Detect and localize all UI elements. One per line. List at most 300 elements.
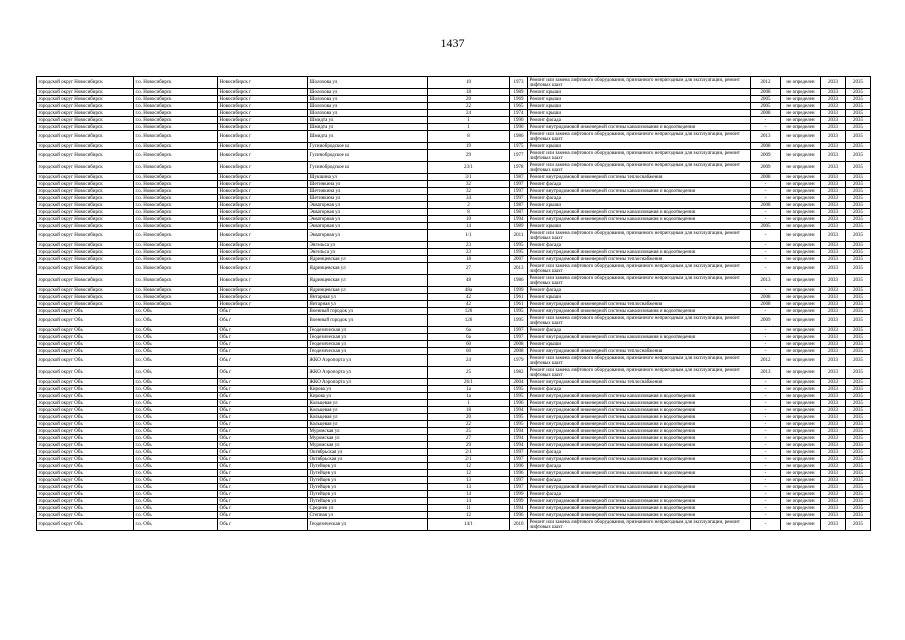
cell-street: Шмидта ул <box>308 131 428 143</box>
cell-settlement: Обь г <box>218 407 308 414</box>
cell-work-type: Ремонт внутридомовой инженерной системы теплоснабжения <box>528 348 751 355</box>
cell-settlement: Новосибирск г <box>218 143 308 150</box>
cell-municipality-short: г.о. Обь <box>134 498 218 505</box>
cell-work-type: Ремонт крыши <box>528 341 751 348</box>
cell-settlement: Обь г <box>218 341 308 348</box>
table-row <box>37 263 871 275</box>
cell-last-repair-year: - <box>751 379 781 386</box>
cell-municipality: городской округ Новосибирск <box>37 181 134 188</box>
cell-house-number: 10 <box>428 77 510 89</box>
cell-municipality: городской округ Новосибирск <box>37 216 134 223</box>
cell-last-repair-year: - <box>751 456 781 463</box>
cell-municipality: городской округ Обь <box>37 407 134 414</box>
cell-last-repair-year: - <box>751 512 781 519</box>
cell-municipality-short: г.о. Новосибирск <box>134 242 218 249</box>
cell-municipality: городской округ Новосибирск <box>37 294 134 301</box>
cell-house-number: 126 <box>428 308 510 315</box>
table-row <box>37 110 871 117</box>
cell-settlement: Обь г <box>218 355 308 367</box>
cell-last-repair-year: - <box>751 491 781 498</box>
cell-house-number: 13 <box>428 477 510 484</box>
cell-work-type: Ремонт внутридомовой инженерной системы канализования и водоотведения <box>528 498 751 505</box>
cell-plan-end-year: 2035 <box>846 491 871 498</box>
cell-settlement: Обь г <box>218 400 308 407</box>
cell-municipality: городской округ Новосибирск <box>37 209 134 216</box>
cell-municipality-short: г.о. Обь <box>134 519 218 531</box>
cell-last-repair-year: - <box>751 249 781 256</box>
cell-plan-end-year: 2035 <box>846 484 871 491</box>
cell-work-type: Ремонт фасада <box>528 195 751 202</box>
table-row <box>37 379 871 386</box>
cell-settlement: Обь г <box>218 393 308 400</box>
cell-street: Путейцев ул <box>308 498 428 505</box>
cell-plan-start-year: 2033 <box>821 181 846 188</box>
table-row <box>37 301 871 308</box>
cell-build-year: 1965 <box>510 103 528 110</box>
cell-settlement: Новосибирск г <box>218 110 308 117</box>
cell-plan-start-year: 2033 <box>821 209 846 216</box>
cell-build-year: 1995 <box>510 386 528 393</box>
cell-work-type: Ремонт крыши <box>528 294 751 301</box>
cell-municipality-short: г.о. Обь <box>134 463 218 470</box>
cell-municipality: городской округ Обь <box>37 519 134 531</box>
cell-house-number: 8 <box>428 131 510 143</box>
cell-municipality: городской округ Новосибирск <box>37 202 134 209</box>
cell-build-year: 1995 <box>510 242 528 249</box>
cell-municipality-short: г.о. Обь <box>134 334 218 341</box>
cell-plan-start-year: 2033 <box>821 400 846 407</box>
cell-plan-start-year: 2033 <box>821 341 846 348</box>
cell-street: Шолохова ул <box>308 77 428 89</box>
cell-plan-start-year: 2033 <box>821 463 846 470</box>
cell-work-type: Ремонт внутридомовой инженерной системы канализования и водоотведения <box>528 456 751 463</box>
cell-plan-start-year: 2033 <box>821 386 846 393</box>
cell-plan-end-year: 2035 <box>846 428 871 435</box>
cell-municipality: городской округ Обь <box>37 435 134 442</box>
cell-municipality: городской округ Обь <box>37 456 134 463</box>
cell-settlement: Обь г <box>218 414 308 421</box>
cell-street: ЖКО Аэропорта ул <box>308 355 428 367</box>
cell-build-year: 1995 <box>510 249 528 256</box>
cell-municipality-short: г.о. Обь <box>134 386 218 393</box>
cell-settlement: Новосибирск г <box>218 301 308 308</box>
table-row <box>37 117 871 124</box>
cell-status: не определен <box>781 512 821 519</box>
cell-settlement: Обь г <box>218 477 308 484</box>
cell-last-repair-year: - <box>751 470 781 477</box>
cell-last-repair-year: 2008 <box>751 301 781 308</box>
cell-street: Шолохова ул <box>308 110 428 117</box>
cell-municipality-short: г.о. Обь <box>134 470 218 477</box>
cell-settlement: Обь г <box>218 470 308 477</box>
cell-status: не определен <box>781 442 821 449</box>
cell-settlement: Новосибирск г <box>218 275 308 287</box>
cell-settlement: Новосибирск г <box>218 256 308 263</box>
cell-settlement: Обь г <box>218 435 308 442</box>
cell-plan-end-year: 2035 <box>846 414 871 421</box>
table-row <box>37 491 871 498</box>
cell-status: не определен <box>781 89 821 96</box>
cell-municipality: городской округ Обь <box>37 414 134 421</box>
cell-municipality-short: г.о. Новосибирск <box>134 174 218 181</box>
cell-build-year: 1999 <box>510 498 528 505</box>
cell-plan-start-year: 2033 <box>821 287 846 294</box>
cell-work-type: Ремонт или замена лифтового оборудования, признанного непригодным для эксплуатации, ремонт лифтовых шахт <box>528 162 751 174</box>
cell-plan-end-year: 2035 <box>846 421 871 428</box>
cell-build-year: 1995 <box>510 393 528 400</box>
cell-work-type: Ремонт внутридомовой инженерной системы канализования и водоотведения <box>528 249 751 256</box>
table-row <box>37 512 871 519</box>
cell-plan-start-year: 2033 <box>821 477 846 484</box>
cell-work-type: Ремонт внутридомовой инженерной системы теплоснабжения <box>528 174 751 181</box>
cell-municipality-short: г.о. Новосибирск <box>134 110 218 117</box>
cell-settlement: Обь г <box>218 386 308 393</box>
cell-house-number: 12 <box>428 470 510 477</box>
cell-plan-end-year: 2035 <box>846 477 871 484</box>
cell-status: не определен <box>781 287 821 294</box>
cell-street: Путейцев ул <box>308 470 428 477</box>
cell-plan-start-year: 2033 <box>821 498 846 505</box>
cell-street: Янтарная ул <box>308 294 428 301</box>
cell-status: не определен <box>781 223 821 230</box>
cell-municipality: городской округ Обь <box>37 348 134 355</box>
cell-house-number: 48 <box>428 275 510 287</box>
cell-settlement: Новосибирск г <box>218 124 308 131</box>
cell-settlement: Новосибирск г <box>218 103 308 110</box>
cell-plan-end-year: 2035 <box>846 407 871 414</box>
cell-work-type: Ремонт внутридомовой инженерной системы канализования и водоотведения <box>528 484 751 491</box>
cell-plan-end-year: 2035 <box>846 355 871 367</box>
cell-plan-start-year: 2033 <box>821 150 846 162</box>
cell-house-number: 42 <box>428 301 510 308</box>
cell-work-type: Ремонт фасада <box>528 242 751 249</box>
cell-build-year: 2008 <box>510 348 528 355</box>
cell-last-repair-year: - <box>751 407 781 414</box>
cell-build-year: 1997 <box>510 195 528 202</box>
cell-house-number: 23 <box>428 249 510 256</box>
cell-plan-end-year: 2035 <box>846 456 871 463</box>
cell-status: не определен <box>781 230 821 242</box>
table-row <box>37 400 871 407</box>
cell-status: не определен <box>781 174 821 181</box>
cell-municipality: городской округ Новосибирск <box>37 263 134 275</box>
cell-plan-end-year: 2035 <box>846 181 871 188</box>
cell-street: Шолохова ул <box>308 103 428 110</box>
cell-work-type: Ремонт фасада <box>528 181 751 188</box>
cell-municipality: городской округ Обь <box>37 386 134 393</box>
cell-municipality-short: г.о. Новосибирск <box>134 275 218 287</box>
cell-status: не определен <box>781 463 821 470</box>
cell-settlement: Новосибирск г <box>218 249 308 256</box>
table-row <box>37 162 871 174</box>
cell-street: Шетинкина ул <box>308 181 428 188</box>
cell-build-year: 1996 <box>510 470 528 477</box>
cell-house-number: 60 <box>428 341 510 348</box>
cell-street: Шолохова ул <box>308 96 428 103</box>
table-body <box>37 77 871 531</box>
cell-plan-start-year: 2033 <box>821 117 846 124</box>
cell-settlement: Обь г <box>218 484 308 491</box>
cell-build-year: 2013 <box>510 263 528 275</box>
table-row <box>37 216 871 223</box>
cell-build-year: 1969 <box>510 96 528 103</box>
cell-last-repair-year: - <box>751 348 781 355</box>
cell-plan-end-year: 2035 <box>846 209 871 216</box>
cell-build-year: 1995 <box>510 308 528 315</box>
cell-build-year: 1986 <box>510 131 528 143</box>
cell-work-type: Ремонт или замена лифтового оборудования, признанного непригодным для эксплуатации, ремонт лифтовых шахт <box>528 263 751 275</box>
cell-plan-start-year: 2033 <box>821 256 846 263</box>
table-row <box>37 188 871 195</box>
cell-plan-end-year: 2035 <box>846 294 871 301</box>
cell-municipality: городской округ Обь <box>37 400 134 407</box>
cell-build-year: 1995 <box>510 315 528 327</box>
cell-last-repair-year: - <box>751 442 781 449</box>
cell-work-type: Ремонт фасада <box>528 463 751 470</box>
cell-last-repair-year: 2005 <box>751 103 781 110</box>
cell-municipality-short: г.о. Обь <box>134 348 218 355</box>
cell-municipality-short: г.о. Новосибирск <box>134 89 218 96</box>
cell-last-repair-year: - <box>751 449 781 456</box>
cell-street: Военный городок ул <box>308 315 428 327</box>
cell-plan-start-year: 2033 <box>821 301 846 308</box>
table-row <box>37 477 871 484</box>
cell-build-year: 1996 <box>510 400 528 407</box>
cell-plan-start-year: 2033 <box>821 456 846 463</box>
cell-plan-end-year: 2035 <box>846 301 871 308</box>
cell-house-number: 22 <box>428 421 510 428</box>
cell-build-year: 1997 <box>510 181 528 188</box>
cell-status: не определен <box>781 301 821 308</box>
cell-plan-end-year: 2035 <box>846 386 871 393</box>
cell-settlement: Новосибирск г <box>218 89 308 96</box>
cell-status: не определен <box>781 341 821 348</box>
cell-plan-start-year: 2033 <box>821 505 846 512</box>
cell-municipality-short: г.о. Обь <box>134 512 218 519</box>
cell-settlement: Обь г <box>218 315 308 327</box>
cell-build-year: 1979 <box>510 355 528 367</box>
cell-plan-end-year: 2035 <box>846 249 871 256</box>
cell-last-repair-year: - <box>751 400 781 407</box>
cell-municipality: городской округ Обь <box>37 498 134 505</box>
cell-plan-start-year: 2033 <box>821 242 846 249</box>
cell-last-repair-year: - <box>751 484 781 491</box>
cell-status: не определен <box>781 188 821 195</box>
cell-build-year: 1995 <box>510 421 528 428</box>
cell-street: Путейцев ул <box>308 477 428 484</box>
cell-plan-end-year: 2035 <box>846 498 871 505</box>
cell-house-number: 8 <box>428 209 510 216</box>
cell-plan-start-year: 2033 <box>821 103 846 110</box>
cell-status: не определен <box>781 379 821 386</box>
cell-street: Шмидта ул <box>308 124 428 131</box>
cell-plan-end-year: 2035 <box>846 256 871 263</box>
cell-status: не определен <box>781 103 821 110</box>
cell-plan-start-year: 2033 <box>821 414 846 421</box>
cell-plan-end-year: 2035 <box>846 89 871 96</box>
cell-plan-start-year: 2033 <box>821 407 846 414</box>
cell-settlement: Новосибирск г <box>218 242 308 249</box>
cell-street: Шукшина ул <box>308 174 428 181</box>
cell-status: не определен <box>781 435 821 442</box>
cell-house-number: 60 <box>428 348 510 355</box>
cell-work-type: Ремонт крыши <box>528 103 751 110</box>
cell-work-type: Ремонт внутридомовой инженерной системы канализования и водоотведения <box>528 505 751 512</box>
cell-settlement: Новосибирск г <box>218 263 308 275</box>
cell-build-year: 1997 <box>510 477 528 484</box>
cell-status: не определен <box>781 131 821 143</box>
cell-municipality: городской округ Новосибирск <box>37 287 134 294</box>
cell-municipality-short: г.о. Обь <box>134 400 218 407</box>
cell-build-year: 1994 <box>510 435 528 442</box>
cell-plan-end-year: 2035 <box>846 348 871 355</box>
cell-last-repair-year: 2012 <box>751 77 781 89</box>
cell-street: Ядринцевская ул <box>308 263 428 275</box>
cell-last-repair-year: - <box>751 505 781 512</box>
cell-plan-end-year: 2035 <box>846 131 871 143</box>
cell-last-repair-year: - <box>751 386 781 393</box>
cell-settlement: Обь г <box>218 519 308 531</box>
cell-last-repair-year: 2008 <box>751 294 781 301</box>
cell-status: не определен <box>781 428 821 435</box>
cell-municipality-short: г.о. Обь <box>134 456 218 463</box>
cell-last-repair-year: 2013 <box>751 275 781 287</box>
cell-municipality: городской округ Новосибирск <box>37 275 134 287</box>
cell-plan-start-year: 2033 <box>821 96 846 103</box>
cell-status: не определен <box>781 294 821 301</box>
cell-last-repair-year: - <box>751 435 781 442</box>
cell-municipality-short: г.о. Новосибирск <box>134 230 218 242</box>
cell-plan-start-year: 2033 <box>821 428 846 435</box>
cell-build-year: 1997 <box>510 456 528 463</box>
cell-house-number: 1а <box>428 393 510 400</box>
cell-municipality: городской округ Новосибирск <box>37 117 134 124</box>
cell-municipality-short: г.о. Обь <box>134 449 218 456</box>
cell-street: Среднея ул <box>308 505 428 512</box>
cell-status: не определен <box>781 498 821 505</box>
cell-last-repair-year: - <box>751 230 781 242</box>
cell-municipality-short: г.о. Новосибирск <box>134 124 218 131</box>
table-row <box>37 435 871 442</box>
cell-last-repair-year: - <box>751 124 781 131</box>
cell-plan-end-year: 2035 <box>846 327 871 334</box>
cell-plan-start-year: 2033 <box>821 223 846 230</box>
cell-street: Путейцев ул <box>308 463 428 470</box>
table-row <box>37 124 871 131</box>
cell-settlement: Новосибирск г <box>218 188 308 195</box>
cell-municipality: городской округ Обь <box>37 463 134 470</box>
cell-plan-end-year: 2035 <box>846 117 871 124</box>
cell-street: Гусинобродское ш <box>308 150 428 162</box>
cell-work-type: Ремонт внутридомовой инженерной системы канализования и водоотведения <box>528 407 751 414</box>
cell-status: не определен <box>781 242 821 249</box>
cell-status: не определен <box>781 393 821 400</box>
cell-last-repair-year: 2012 <box>751 355 781 367</box>
cell-plan-start-year: 2033 <box>821 393 846 400</box>
cell-house-number: 24 <box>428 110 510 117</box>
cell-last-repair-year: - <box>751 308 781 315</box>
cell-street: ЖКО Аэропорта ул <box>308 367 428 379</box>
cell-work-type: Ремонт внутридомовой инженерной системы канализования и водоотведения <box>528 393 751 400</box>
cell-build-year: 1990 <box>510 117 528 124</box>
cell-settlement: Обь г <box>218 334 308 341</box>
cell-settlement: Обь г <box>218 308 308 315</box>
cell-house-number: 10 <box>428 216 510 223</box>
cell-house-number: 18 <box>428 407 510 414</box>
cell-last-repair-year: - <box>751 256 781 263</box>
cell-build-year: 1990 <box>510 124 528 131</box>
cell-work-type: Ремонт или замена лифтового оборудования, признанного непригодным для эксплуатации, ремонт лифтовых шахт <box>528 150 751 162</box>
cell-build-year: 1997 <box>510 449 528 456</box>
cell-street: Шолохова ул <box>308 89 428 96</box>
cell-settlement: Новосибирск г <box>218 150 308 162</box>
cell-settlement: Новосибирск г <box>218 174 308 181</box>
cell-build-year: 1994 <box>510 505 528 512</box>
cell-work-type: Ремонт внутридомовой инженерной системы канализования и водоотведения <box>528 308 751 315</box>
cell-build-year: 1989 <box>510 223 528 230</box>
cell-plan-end-year: 2035 <box>846 143 871 150</box>
cell-settlement: Новосибирск г <box>218 209 308 216</box>
cell-plan-start-year: 2033 <box>821 162 846 174</box>
cell-plan-start-year: 2033 <box>821 294 846 301</box>
cell-municipality-short: г.о. Новосибирск <box>134 162 218 174</box>
cell-municipality-short: г.о. Новосибирск <box>134 188 218 195</box>
cell-build-year: 2007 <box>510 256 528 263</box>
table-row <box>37 89 871 96</box>
cell-municipality-short: г.о. Обь <box>134 505 218 512</box>
cell-plan-start-year: 2033 <box>821 421 846 428</box>
cell-house-number: 19 <box>428 143 510 150</box>
cell-municipality: городской округ Обь <box>37 428 134 435</box>
cell-status: не определен <box>781 470 821 477</box>
cell-settlement: Новосибирск г <box>218 181 308 188</box>
cell-municipality: городской округ Новосибирск <box>37 256 134 263</box>
table-row <box>37 256 871 263</box>
cell-house-number: 1 <box>428 400 510 407</box>
cell-house-number: 25 <box>428 367 510 379</box>
cell-status: не определен <box>781 505 821 512</box>
table-row <box>37 327 871 334</box>
cell-settlement: Новосибирск г <box>218 117 308 124</box>
cell-last-repair-year: 2013 <box>751 131 781 143</box>
cell-plan-start-year: 2033 <box>821 327 846 334</box>
cell-last-repair-year: - <box>751 477 781 484</box>
cell-municipality: городской округ Новосибирск <box>37 195 134 202</box>
cell-status: не определен <box>781 421 821 428</box>
cell-municipality-short: г.о. Новосибирск <box>134 143 218 150</box>
cell-plan-start-year: 2033 <box>821 216 846 223</box>
cell-house-number: 3/1 <box>428 174 510 181</box>
cell-municipality-short: г.о. Новосибирск <box>134 294 218 301</box>
cell-house-number: 29 <box>428 150 510 162</box>
cell-plan-end-year: 2035 <box>846 195 871 202</box>
cell-last-repair-year: 2008 <box>751 143 781 150</box>
cell-build-year: 2010 <box>510 519 528 531</box>
cell-plan-end-year: 2035 <box>846 341 871 348</box>
cell-last-repair-year: 2008 <box>751 89 781 96</box>
cell-municipality-short: г.о. Новосибирск <box>134 77 218 89</box>
cell-house-number: 14 <box>428 498 510 505</box>
cell-status: не определен <box>781 162 821 174</box>
cell-street: Геодезическая ул <box>308 519 428 531</box>
cell-work-type: Ремонт внутридомовой инженерной системы канализования и водоотведения <box>528 470 751 477</box>
cell-status: не определен <box>781 202 821 209</box>
cell-municipality: городской округ Новосибирск <box>37 162 134 174</box>
table-row <box>37 174 871 181</box>
cell-status: не определен <box>781 216 821 223</box>
table-row <box>37 308 871 315</box>
cell-build-year: 1977 <box>510 150 528 162</box>
